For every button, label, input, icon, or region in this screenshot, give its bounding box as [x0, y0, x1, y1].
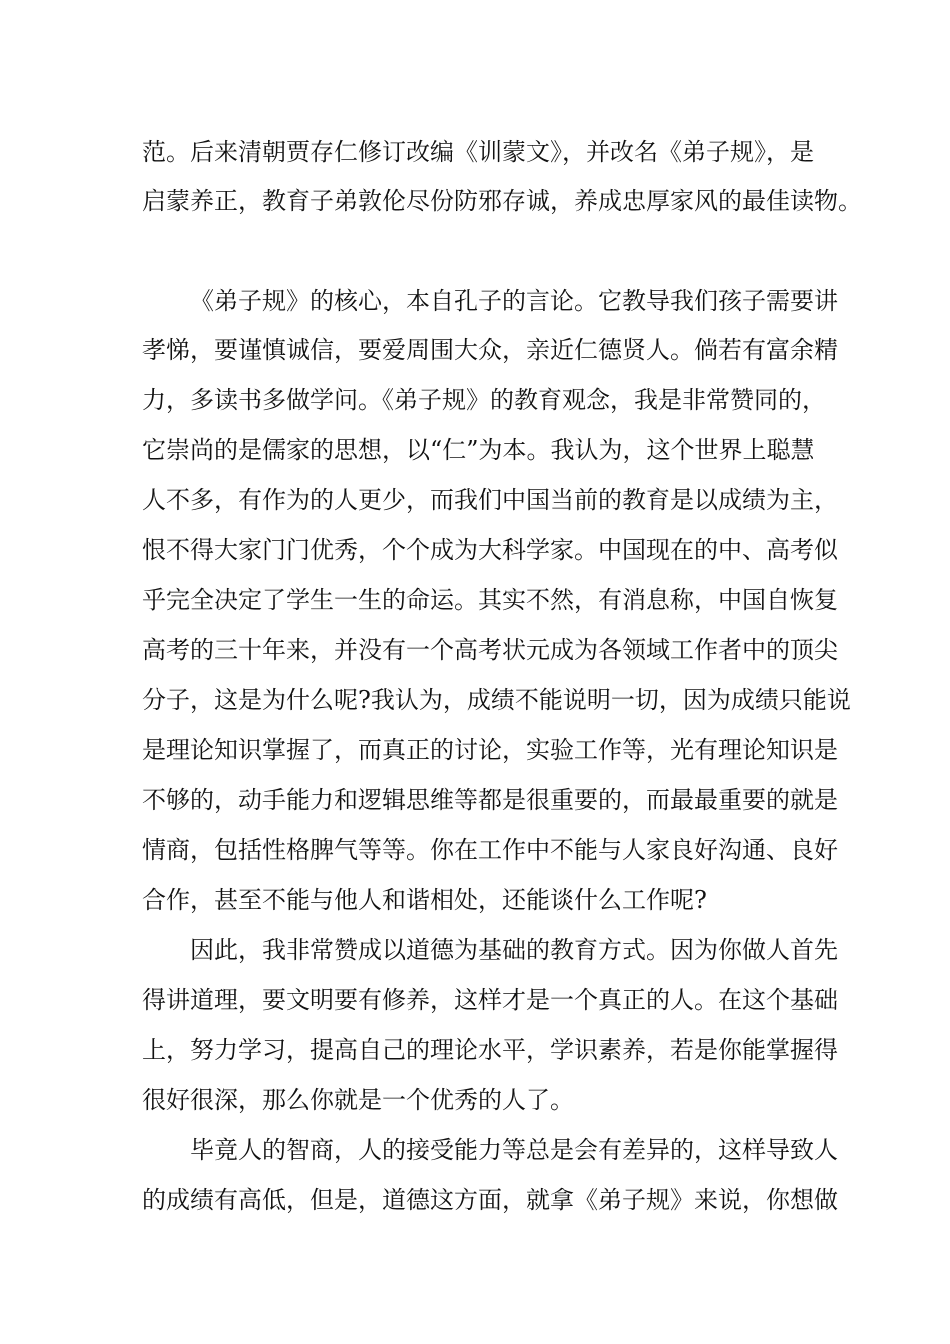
paragraph-2-line-8: 高考的三十年来，并没有一个高考状元成为各领域工作者中的顶尖 [142, 636, 838, 664]
paragraph-2-line-5: 人不多，有作为的人更少，而我们中国当前的教育是以成绩为主， [142, 486, 838, 514]
paragraph-4-line-2: 的成绩有高低，但是，道德这方面，就拿《弟子规》来说，你想做 [142, 1186, 838, 1214]
paragraph-2-line-7: 乎完全决定了学生一生的命运。其实不然，有消息称，中国自恢复 [142, 586, 838, 614]
paragraph-2-line-2: 孝悌，要谨慎诚信，要爱周围大众，亲近仁德贤人。倘若有富余精 [142, 336, 838, 364]
paragraph-2-line-1: 《弟子规》的核心，本自孔子的言论。它教导我们孩子需要讲 [190, 287, 838, 315]
paragraph-1-line-2: 启蒙养正，教育子弟敦伦尽份防邪存诚，养成忠厚家风的最佳读物。 [142, 187, 862, 215]
paragraph-4-line-1: 毕竟人的智商，人的接受能力等总是会有差异的，这样导致人 [190, 1136, 838, 1164]
paragraph-3-line-4: 很好很深，那么你就是一个优秀的人了。 [142, 1086, 574, 1114]
paragraph-1-line-1: 范。后来清朝贾存仁修订改编《训蒙文》，并改名《弟子规》，是 [142, 138, 814, 166]
paragraph-2-line-13: 合作，甚至不能与他人和谐相处，还能谈什么工作呢? [142, 886, 707, 914]
paragraph-2-line-3: 力，多读书多做学问。《弟子规》的教育观念，我是非常赞同的， [142, 386, 826, 414]
paragraph-2-line-10: 是理论知识掌握了，而真正的讨论，实验工作等，光有理论知识是 [142, 736, 838, 764]
paragraph-2-line-6: 恨不得大家门门优秀，个个成为大科学家。中国现在的中、高考似 [142, 536, 838, 564]
paragraph-3-line-1: 因此，我非常赞成以道德为基础的教育方式。因为你做人首先 [190, 936, 838, 964]
paragraph-3-line-3: 上，努力学习，提高自己的理论水平，学识素养，若是你能掌握得 [142, 1036, 838, 1064]
paragraph-2-line-9: 分子，这是为什么呢?我认为，成绩不能说明一切，因为成绩只能说 [142, 686, 851, 714]
paragraph-2-line-4: 它崇尚的是儒家的思想，以“仁”为本。我认为，这个世界上聪慧 [142, 436, 815, 464]
paragraph-2-line-12: 情商，包括性格脾气等等。你在工作中不能与人家良好沟通、良好 [142, 836, 838, 864]
paragraph-2-line-11: 不够的，动手能力和逻辑思维等都是很重要的，而最最重要的就是 [142, 786, 838, 814]
paragraph-3-line-2: 得讲道理，要文明要有修养，这样才是一个真正的人。在这个基础 [142, 986, 838, 1014]
